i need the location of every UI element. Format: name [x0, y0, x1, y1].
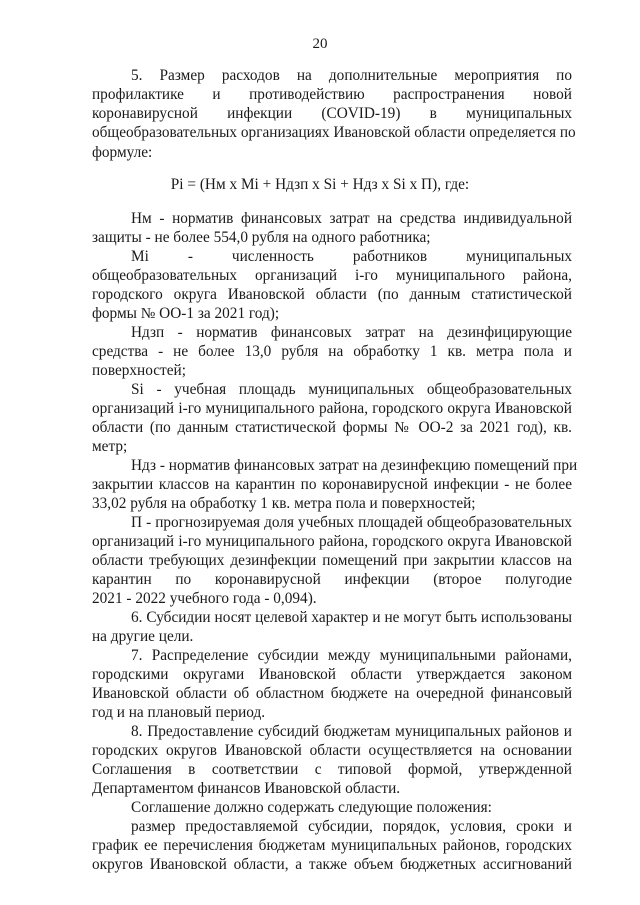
text-line: закрытии классов на карантин по коронавирусной инфекции - не более — [92, 476, 572, 493]
text-line: поверхностей; — [92, 362, 186, 379]
text-line: П - прогнозируемая доля учебных площадей общеобразовательных — [131, 514, 572, 531]
text-line: 8. Предоставление субсидий бюджетам муниципальных районов и — [131, 723, 572, 740]
text-line: городского округа Ивановской области (по данным статистической — [92, 286, 572, 303]
text-line: профилактике и противодействию распространения новой — [92, 86, 572, 103]
text-line: области требующих дезинфекции помещений при закрытии классов на — [92, 552, 572, 569]
text-line: год и на плановый период. — [92, 704, 266, 721]
text-line: городских округов Ивановской области осуществляется на основании — [92, 742, 572, 759]
text-line: средства - не более 13,0 рубля на обработку 1 кв. метра пола и — [92, 343, 572, 360]
text-line: округов Ивановской области, а также объем бюджетных ассигнований — [92, 856, 572, 873]
text-line: 2021 - 2022 учебного года - 0,094). — [92, 590, 317, 607]
text-line: Ндзп - норматив финансовых затрат на дезинфицирующие — [131, 324, 572, 341]
text-line: на другие цели. — [92, 628, 194, 645]
text-line: Ивановской области об областном бюджете на очередной финансовый — [92, 685, 572, 702]
text-line: организаций i-го муниципального района, городского округа Ивановской — [92, 400, 572, 417]
text-line: защиты - не более 554,0 рубля на одного работника; — [92, 229, 431, 246]
text-line: области (по данным статистической формы № ОО-2 за 2021 год), кв. — [92, 419, 572, 436]
text-line: Соглашения в соответствии с типовой формой, утвержденной — [92, 761, 572, 778]
text-line: Соглашение должно содержать следующие положения: — [131, 799, 492, 816]
text-line: Нм - норматив финансовых затрат на средства индивидуальной — [131, 210, 572, 227]
text-line: 5. Размер расходов на дополнительные мероприятия по — [131, 67, 572, 84]
text-line: 7. Распределение субсидии между муниципальными районами, — [131, 647, 572, 664]
text-line: 6. Субсидии носят целевой характер и не могут быть использованы — [131, 609, 572, 626]
text-line: городскими округами Ивановской области утверждается законом — [92, 666, 572, 683]
text-line: общеобразовательных организаций i-го муниципального района, — [92, 267, 572, 284]
text-line: Mi - численность работников муниципальных — [131, 248, 572, 265]
text-line: коронавирусной инфекции (COVID-19) в муниципальных — [92, 105, 572, 122]
text-line: формы № ОО-1 за 2021 год); — [92, 305, 280, 322]
text-line: организаций i-го муниципального района, городского округа Ивановской — [92, 533, 572, 550]
text-line: 33,02 рубля на обработку 1 кв. метра пола и поверхностей; — [92, 495, 476, 512]
text-line: Департаментом финансов Ивановской области. — [92, 780, 401, 797]
text-line: график ее перечисления бюджетам муниципальных районов, городских — [92, 837, 572, 854]
text-line: размер предоставляемой субсидии, порядок, условия, сроки и — [131, 818, 572, 835]
text-line: формуле: — [92, 144, 153, 161]
formula: Pi = (Нм x Mi + Ндзп x Si + Ндз x Si x П), где: — [170, 176, 470, 193]
text-line: карантин по коронавирусной инфекции (второе полугодие — [92, 571, 572, 588]
text-line: общеобразовательных организациях Ивановской области определяется по — [92, 124, 576, 141]
text-line: Si - учебная площадь муниципальных общеобразовательных — [131, 381, 572, 398]
page-number: 20 — [312, 36, 328, 52]
text-line: Ндз - норматив финансовых затрат на дезинфекцию помещений при — [131, 457, 578, 474]
text-line: метр; — [92, 438, 128, 455]
